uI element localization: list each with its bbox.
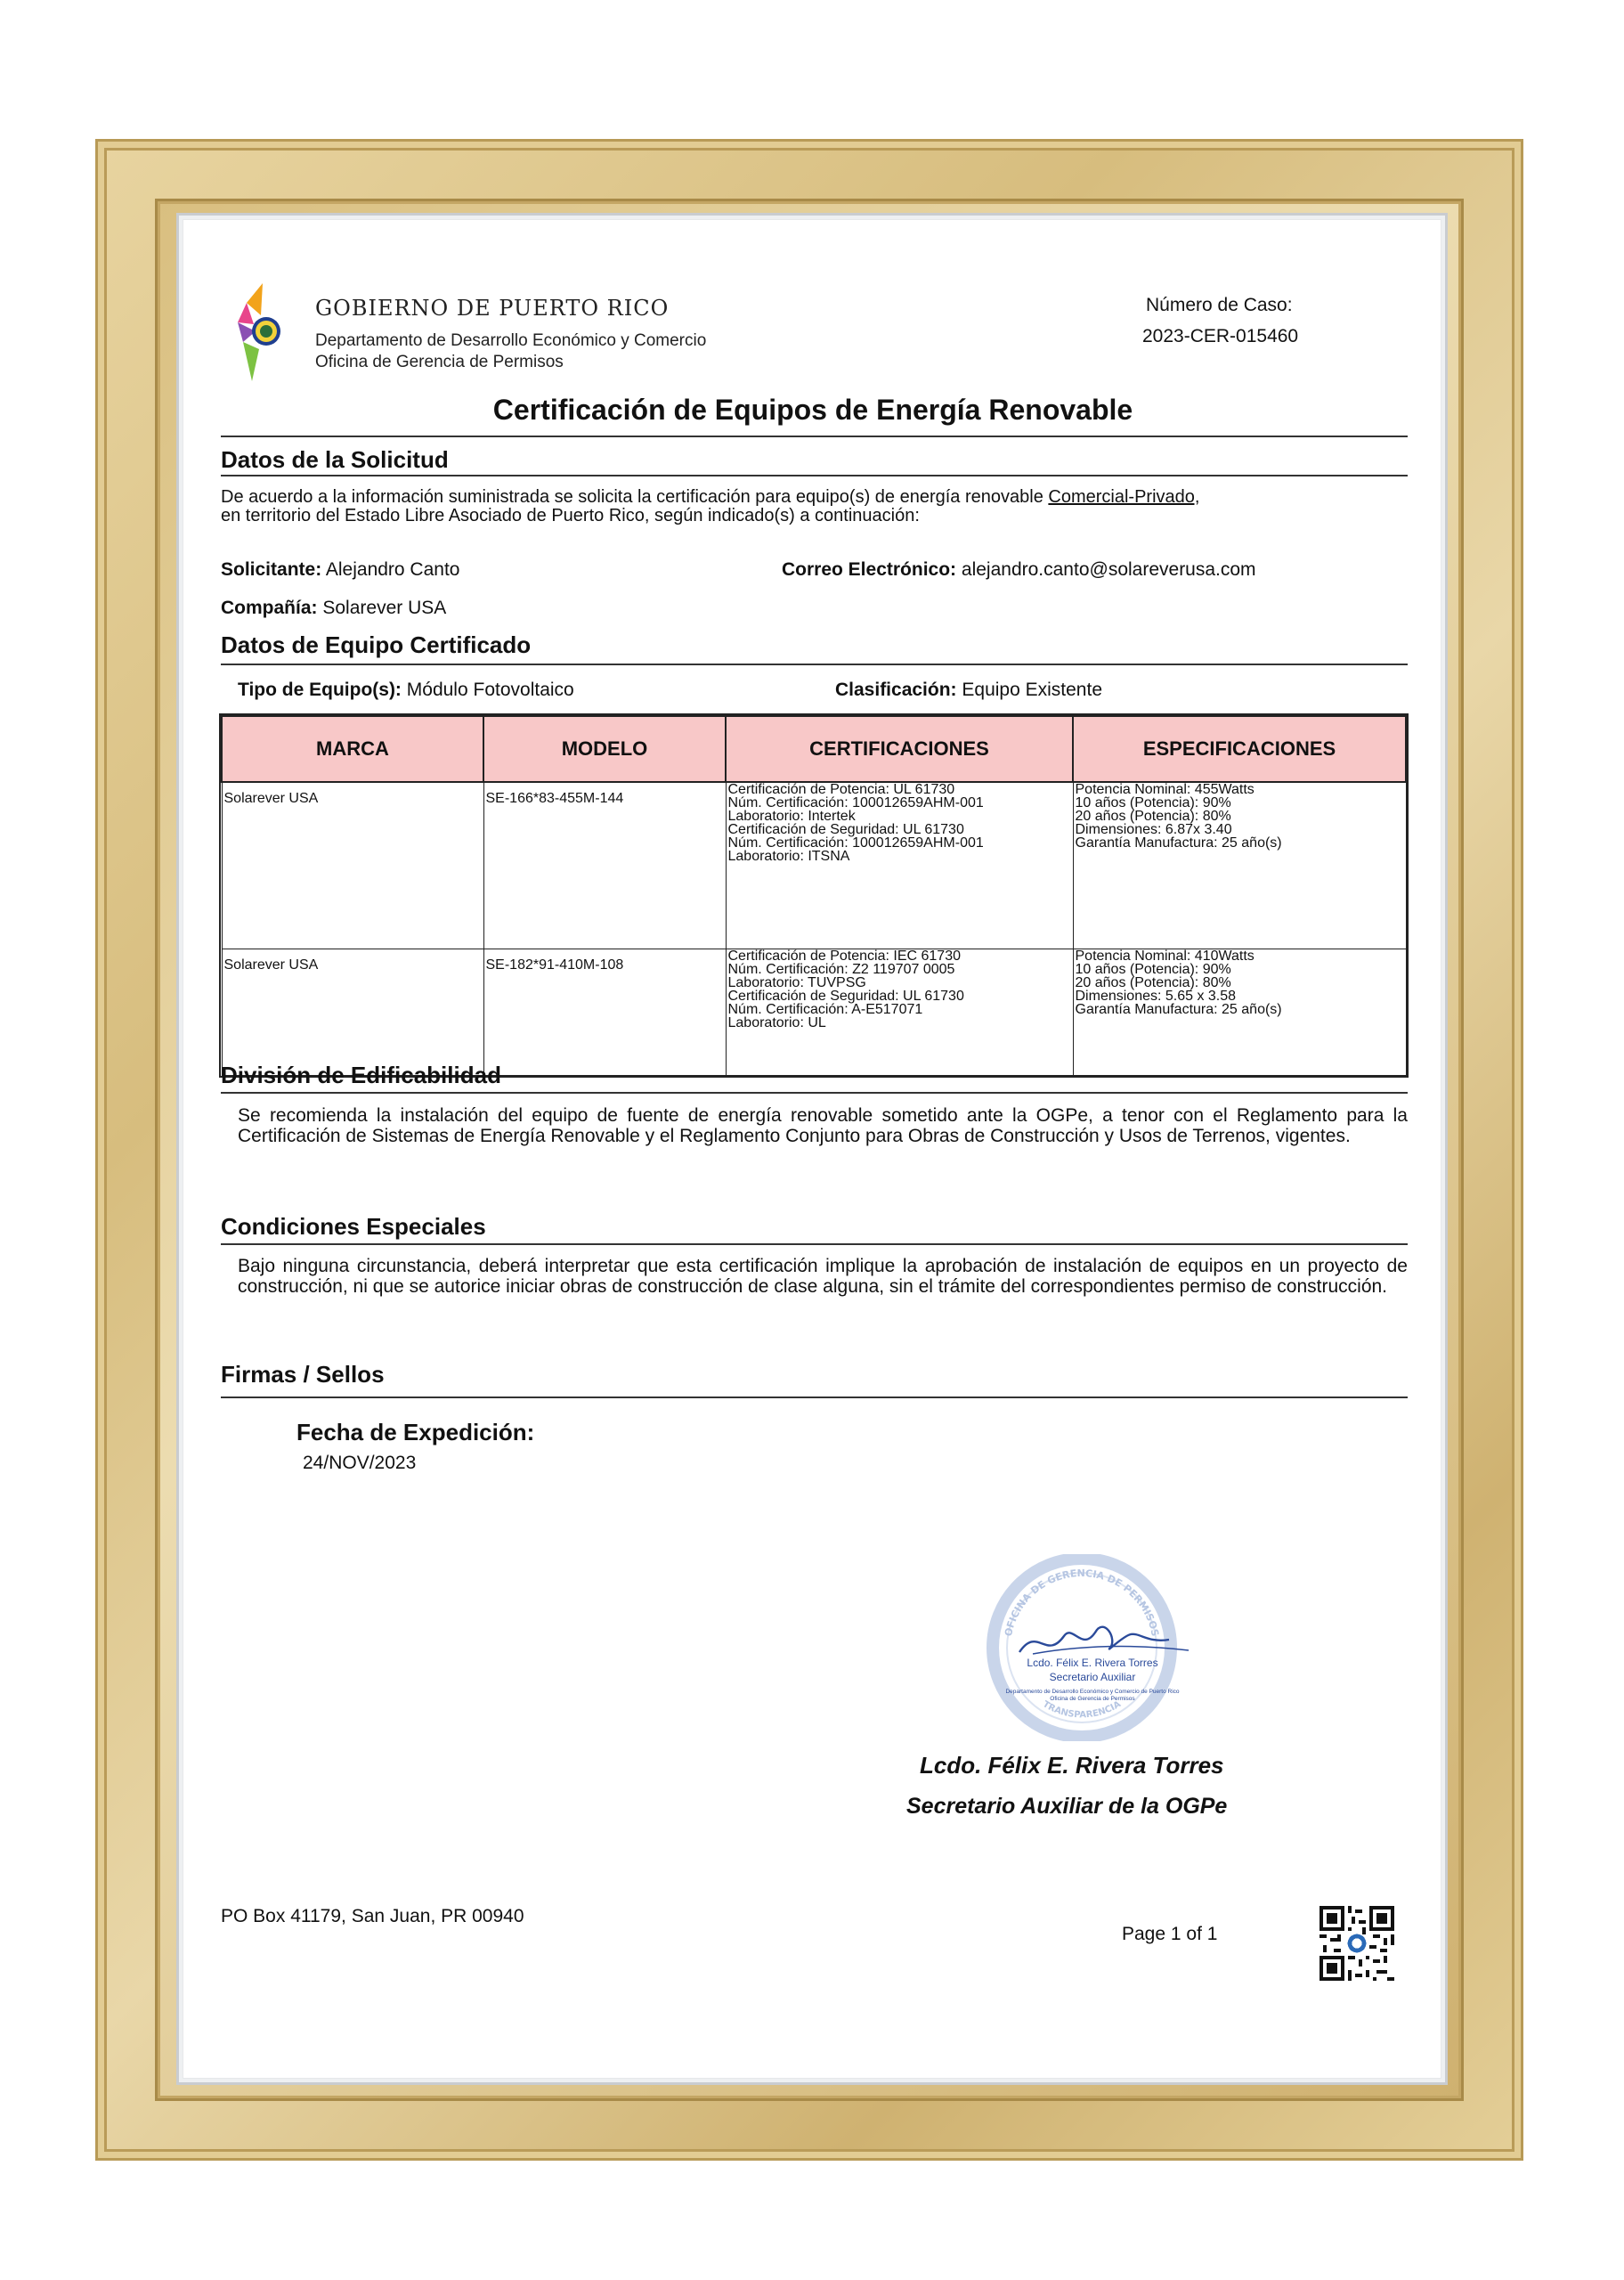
office-name: Oficina de Gerencia de Permisos	[315, 353, 564, 371]
classification-field	[835, 680, 1102, 701]
condiciones-divider	[221, 1243, 1408, 1245]
column-header-specifications: ESPECIFICACIONES	[1073, 716, 1406, 782]
solicitud-intro	[221, 488, 1408, 525]
seal-ring-bottom-text: TRANSPARENCIA	[1041, 1699, 1123, 1721]
spec-line: 10 años (Potencia): 90%	[1075, 962, 1231, 977]
cell-specifications	[1073, 782, 1406, 949]
issue-date-value: 24/NOV/2023	[303, 1453, 417, 1473]
cert-line: Núm. Certificación: A-E517071	[727, 1002, 923, 1017]
intro-text: De acuerdo a la información suministrada se solicita la certificación para equipo(s) de energía renovable	[221, 487, 1049, 507]
spec-line: 10 años (Potencia): 90%	[1075, 795, 1231, 810]
equipment-type-field	[238, 680, 574, 701]
title-divider	[221, 436, 1408, 437]
puerto-rico-logo-icon	[236, 283, 284, 381]
column-header-brand: MARCA	[222, 716, 483, 782]
cert-line: Certificación de Seguridad: UL 61730	[727, 822, 964, 837]
seal-signer-title: Secretario Auxiliar	[1049, 1671, 1136, 1683]
cell-certifications	[726, 782, 1073, 949]
applicant-field	[221, 559, 459, 581]
company-value: Solarever USA	[322, 598, 447, 618]
cert-line: Laboratorio: ITSNA	[727, 849, 850, 864]
seal-ring-top-text: OFICINA DE GERENCIA DE PERMISOS	[1003, 1567, 1161, 1638]
equipment-type-label: Tipo de Equipo(s):	[238, 680, 402, 700]
email-field	[782, 559, 1256, 581]
cert-line: Certificación de Potencia: UL 61730	[727, 782, 955, 797]
seal-office: Oficina de Gerencia de Permisos	[1050, 1696, 1135, 1702]
qr-code-icon	[1320, 1906, 1394, 1981]
signer-title: Secretario Auxiliar de la OGPe	[906, 1794, 1228, 1819]
signer-name: Lcdo. Félix E. Rivera Torres	[920, 1752, 1224, 1779]
intro-category-link: Comercial-Privado,	[1048, 487, 1200, 507]
table-row	[222, 949, 1406, 1076]
spec-line: Garantía Manufactura: 25 año(s)	[1075, 835, 1282, 851]
company-field	[221, 598, 446, 619]
column-header-certifications: CERTIFICACIONES	[726, 716, 1073, 782]
cell-certifications	[726, 949, 1073, 1076]
condiciones-heading: Condiciones Especiales	[221, 1213, 486, 1240]
cell-model: SE-166*83-455M-144	[483, 782, 726, 949]
condiciones-text: Bajo ninguna circunstancia, deberá interpretar que esta certificación implique la aprobación de instalación de equipos en un proyecto de construcción, ni que se autorice iniciar obras de construcción de clase alguna, sin el trámite del correspondientes permiso de construcción.	[238, 1256, 1408, 1297]
cert-line: Núm. Certificación: Z2 119707 0005	[727, 962, 955, 977]
classification-label: Clasificación:	[835, 680, 957, 700]
solicitud-heading: Datos de la Solicitud	[221, 446, 449, 473]
cell-brand: Solarever USA	[222, 949, 483, 1076]
cert-line: Laboratorio: UL	[727, 1015, 826, 1030]
cert-line: Laboratorio: TUVPSG	[727, 975, 866, 990]
government-title: GOBIERNO DE PUERTO RICO	[315, 296, 670, 321]
cell-brand: Solarever USA	[222, 782, 483, 949]
firmas-divider	[221, 1396, 1408, 1398]
issue-date-label: Fecha de Expedición:	[296, 1419, 535, 1445]
solicitud-divider	[221, 475, 1408, 476]
page-number: Page 1 of 1	[1122, 1924, 1218, 1944]
footer-address: PO Box 41179, San Juan, PR 00940	[221, 1906, 524, 1926]
spec-line: Garantía Manufactura: 25 año(s)	[1075, 1002, 1282, 1017]
equipment-table	[221, 715, 1407, 1076]
table-header-row	[222, 716, 1406, 782]
equipo-divider	[221, 664, 1408, 665]
spec-line: Potencia Nominal: 455Watts	[1075, 782, 1255, 797]
spec-line: 20 años (Potencia): 80%	[1075, 975, 1231, 990]
column-header-model: MODELO	[483, 716, 726, 782]
cert-line: Núm. Certificación: 100012659AHM-001	[727, 795, 984, 810]
official-seal-and-signature	[948, 1554, 1242, 1741]
cert-line: Laboratorio: Intertek	[727, 809, 856, 824]
spec-line: Potencia Nominal: 410Watts	[1075, 949, 1255, 964]
cell-model: SE-182*91-410M-108	[483, 949, 726, 1076]
edificabilidad-text: Se recomienda la instalación del equipo de fuente de energía renovable sometido ante la OGPe, a tenor con el Reglamento para la Certificación de Sistemas de Energía Renovable y el Reglamento Conjunto para Obras de Construcción y Usos de Terrenos, vigentes.	[238, 1105, 1408, 1146]
applicant-value: Alejandro Canto	[325, 559, 460, 580]
edificabilidad-heading: División de Edificabilidad	[221, 1062, 501, 1088]
table-row	[222, 782, 1406, 949]
cert-line: Certificación de Potencia: IEC 61730	[727, 949, 961, 964]
spec-line: 20 años (Potencia): 80%	[1075, 809, 1231, 824]
page-title: Certificación de Equipos de Energía Renovable	[492, 394, 1133, 426]
spec-line: Dimensiones: 6.87x 3.40	[1075, 822, 1232, 837]
applicant-label: Solicitante:	[221, 559, 322, 580]
equipo-heading: Datos de Equipo Certificado	[221, 631, 532, 658]
email-value: alejandro.canto@solareverusa.com	[961, 559, 1256, 580]
cell-specifications	[1073, 949, 1406, 1076]
firmas-heading: Firmas / Sellos	[221, 1361, 385, 1388]
email-label: Correo Electrónico:	[782, 559, 957, 580]
department-name: Departamento de Desarrollo Económico y Comercio	[315, 331, 707, 350]
seal-department: Departamento de Desarrollo Económico y Comercio de Puerto Rico	[1005, 1689, 1180, 1695]
intro-text-line2: en territorio del Estado Libre Asociado de Puerto Rico, según indicado(s) a continuación:	[221, 506, 920, 525]
edificabilidad-divider	[221, 1092, 1408, 1094]
equipment-type-value: Módulo Fotovoltaico	[406, 680, 574, 700]
classification-value: Equipo Existente	[962, 680, 1102, 700]
cert-line: Certificación de Seguridad: UL 61730	[727, 989, 964, 1004]
case-number-label: Número de Caso:	[1146, 295, 1293, 315]
spec-line: Dimensiones: 5.65 x 3.58	[1075, 989, 1237, 1004]
seal-signer-name: Lcdo. Félix E. Rivera Torres	[1027, 1657, 1158, 1669]
case-number: 2023-CER-015460	[1142, 326, 1299, 346]
company-label: Compañía:	[221, 598, 318, 618]
cert-line: Núm. Certificación: 100012659AHM-001	[727, 835, 984, 851]
